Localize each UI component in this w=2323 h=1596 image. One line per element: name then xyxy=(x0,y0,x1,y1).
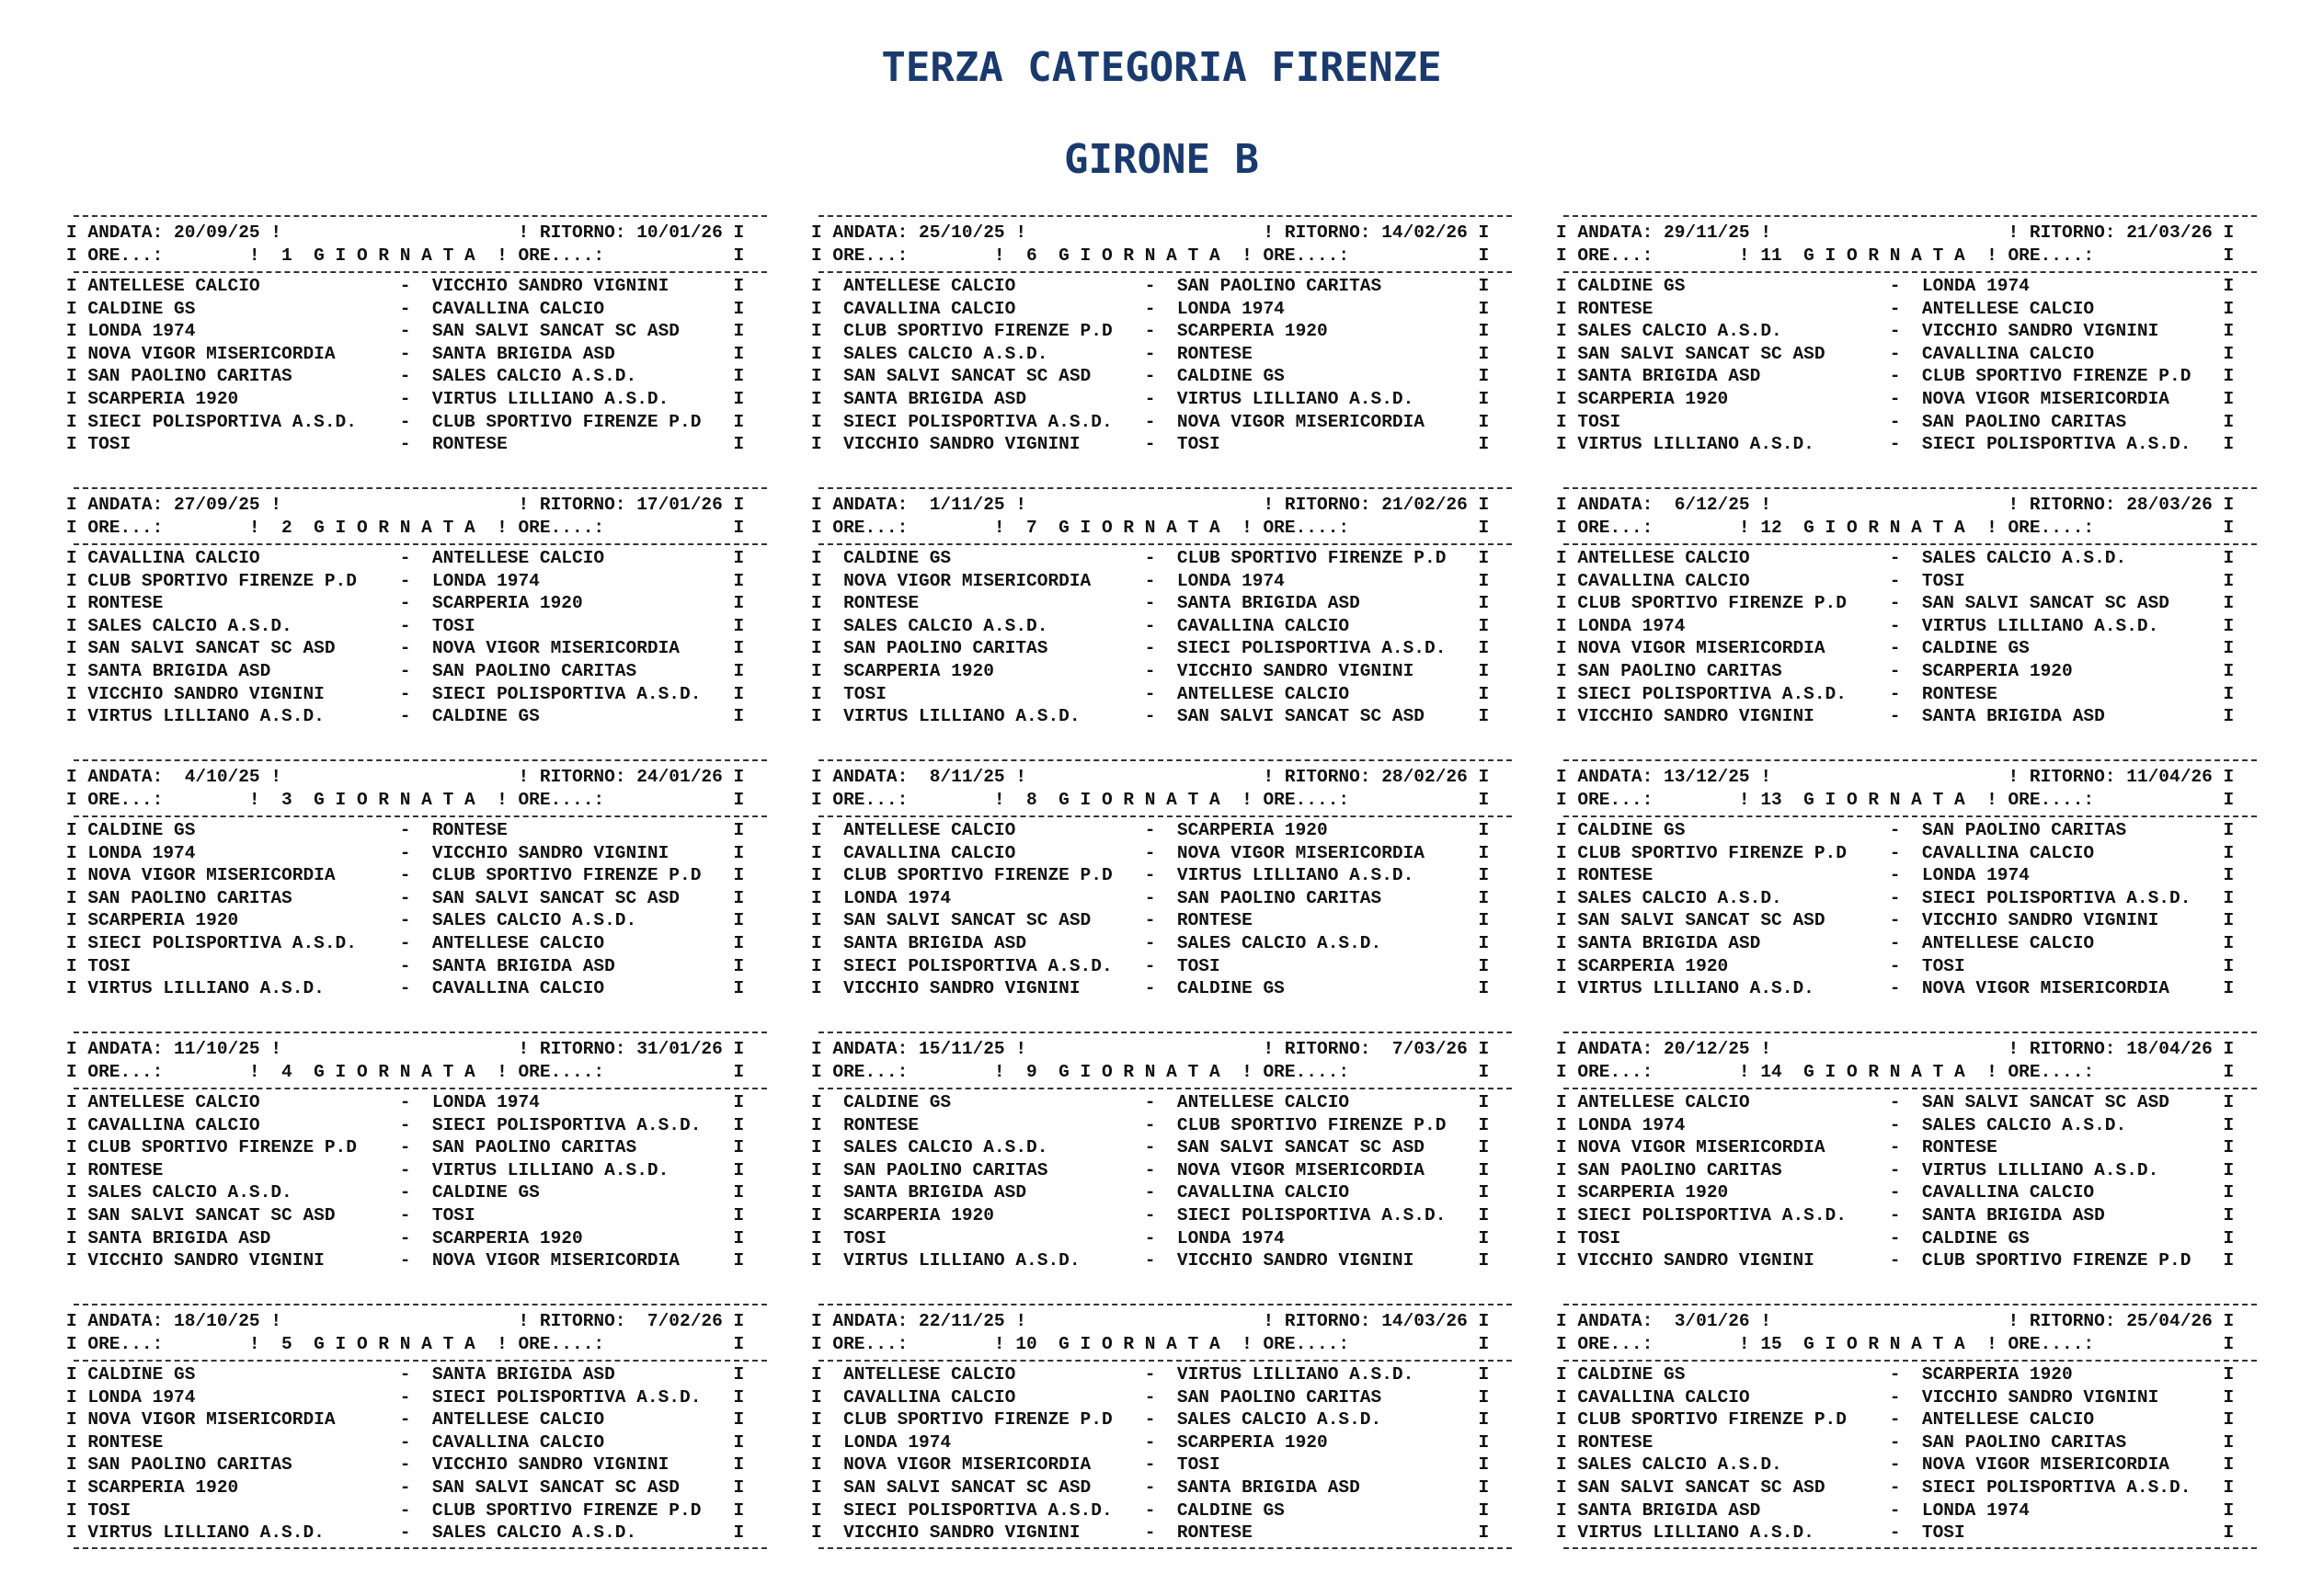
match-row: I SANTA BRIGIDA ASD - CLUB SPORTIVO FIRENZE P.D I xyxy=(1556,366,2235,387)
match-row: I ANTELLESE CALCIO - VICCHIO SANDRO VIGNINI I xyxy=(66,276,745,296)
match-row: I LONDA 1974 - SALES CALCIO A.S.D. I xyxy=(1556,1114,2235,1135)
match-row: I VIRTUS LILLIANO A.S.D. - NOVA VIGOR MISERICORDIA I xyxy=(1556,978,2235,999)
match-row: I SALES CALCIO A.S.D. - CALDINE GS I xyxy=(66,1182,745,1203)
match-row: I SAN SALVI SANCAT SC ASD - SANTA BRIGIDA ASD I xyxy=(811,1477,1490,1498)
match-row: I NOVA VIGOR MISERICORDIA - CALDINE GS I xyxy=(1556,638,2235,659)
match-row: I CAVALLINA CALCIO - SAN PAOLINO CARITAS I xyxy=(811,1386,1490,1408)
round-dates-line: I ANDATA: 8/11/25 ! ! RITORNO: 28/02/26 I xyxy=(811,767,1490,787)
match-row: I RONTESE - SAN PAOLINO CARITAS I xyxy=(1556,1431,2235,1453)
match-row: I RONTESE - SANTA BRIGIDA ASD I xyxy=(811,593,1490,614)
block-top-rule xyxy=(1563,487,2257,489)
round-dates-line: I ANDATA: 6/12/25 ! ! RITORNO: 28/03/26 I xyxy=(1556,495,2235,515)
match-row: I CAVALLINA CALCIO - SIECI POLISPORTIVA A.S.D. I xyxy=(66,1114,745,1135)
round-dates-line: I ANDATA: 4/10/25 ! ! RITORNO: 24/01/26 I xyxy=(66,767,745,787)
header-separator-rule xyxy=(74,271,767,273)
round-title-line: I ORE...: ! 3 G I O R N A T A ! ORE....: I xyxy=(66,789,745,810)
match-row: I NOVA VIGOR MISERICORDIA - ANTELLESE CALCIO I xyxy=(66,1409,745,1431)
match-row: I SCARPERIA 1920 - SALES CALCIO A.S.D. I xyxy=(66,910,745,931)
match-row: I SALES CALCIO A.S.D. - SAN SALVI SANCAT SC ASD I xyxy=(811,1137,1490,1158)
block-bottom-rule xyxy=(818,1547,1512,1549)
block-top-rule xyxy=(1563,1032,2257,1033)
block-top-rule xyxy=(818,487,1512,489)
match-row: I LONDA 1974 - VIRTUS LILLIANO A.S.D. I xyxy=(1556,615,2235,636)
match-row: I SANTA BRIGIDA ASD - SAN PAOLINO CARITAS I xyxy=(66,661,745,681)
match-row: I RONTESE - CAVALLINA CALCIO I xyxy=(66,1431,745,1453)
block-top-rule xyxy=(818,215,1512,217)
round-title-line: I ORE...: ! 10 G I O R N A T A ! ORE....: I xyxy=(811,1333,1490,1354)
match-row: I VIRTUS LILLIANO A.S.D. - SAN SALVI SANCAT SC ASD I xyxy=(811,706,1490,727)
match-row: I NOVA VIGOR MISERICORDIA - RONTESE I xyxy=(1556,1137,2235,1158)
match-row: I CLUB SPORTIVO FIRENZE P.D - SCARPERIA 1920 I xyxy=(811,321,1490,342)
match-row: I SANTA BRIGIDA ASD - ANTELLESE CALCIO I xyxy=(1556,933,2235,953)
match-row: I RONTESE - ANTELLESE CALCIO I xyxy=(1556,298,2235,319)
match-row: I TOSI - CALDINE GS I xyxy=(1556,1227,2235,1248)
match-row: I TOSI - ANTELLESE CALCIO I xyxy=(811,683,1490,704)
match-row: I LONDA 1974 - SCARPERIA 1920 I xyxy=(811,1431,1490,1453)
match-row: I CALDINE GS - CAVALLINA CALCIO I xyxy=(66,298,745,319)
match-row: I SCARPERIA 1920 - VICCHIO SANDRO VIGNINI I xyxy=(811,661,1490,681)
match-row: I SIECI POLISPORTIVA A.S.D. - CALDINE GS I xyxy=(811,1499,1490,1521)
match-row: I SANTA BRIGIDA ASD - SALES CALCIO A.S.D. I xyxy=(811,933,1490,953)
match-row: I ANTELLESE CALCIO - SALES CALCIO A.S.D. I xyxy=(1556,548,2235,568)
match-row: I SAN SALVI SANCAT SC ASD - CALDINE GS I xyxy=(811,366,1490,387)
match-row: I SALES CALCIO A.S.D. - SIECI POLISPORTIVA A.S.D. I xyxy=(1556,887,2235,908)
match-row: I SCARPERIA 1920 - NOVA VIGOR MISERICORDIA I xyxy=(1556,389,2235,409)
match-row: I CLUB SPORTIVO FIRENZE P.D - VIRTUS LILLIANO A.S.D. I xyxy=(811,865,1490,886)
match-row: I TOSI - RONTESE I xyxy=(66,434,745,455)
match-row: I TOSI - CLUB SPORTIVO FIRENZE P.D I xyxy=(66,1499,745,1521)
round-title-line: I ORE...: ! 15 G I O R N A T A ! ORE....: I xyxy=(1556,1333,2235,1354)
match-row: I CALDINE GS - SCARPERIA 1920 I xyxy=(1556,1364,2235,1385)
match-row: I SAN PAOLINO CARITAS - SALES CALCIO A.S.D. I xyxy=(66,366,745,387)
match-row: I LONDA 1974 - SIECI POLISPORTIVA A.S.D. I xyxy=(66,1386,745,1408)
page-subtitle: GIRONE B xyxy=(1064,136,1259,183)
match-row: I LONDA 1974 - SAN PAOLINO CARITAS I xyxy=(811,887,1490,908)
round-title-line: I ORE...: ! 13 G I O R N A T A ! ORE....: I xyxy=(1556,789,2235,810)
match-row: I VIRTUS LILLIANO A.S.D. - CAVALLINA CALCIO I xyxy=(66,978,745,999)
round-dates-line: I ANDATA: 20/09/25 ! ! RITORNO: 10/01/26 I xyxy=(66,222,745,243)
header-separator-rule xyxy=(1563,815,2257,817)
round-title-line: I ORE...: ! 9 G I O R N A T A ! ORE....: I xyxy=(811,1061,1490,1082)
match-row: I VICCHIO SANDRO VIGNINI - SIECI POLISPORTIVA A.S.D. I xyxy=(66,683,745,704)
match-row: I SIECI POLISPORTIVA A.S.D. - CLUB SPORTIVO FIRENZE P.D I xyxy=(66,411,745,432)
match-row: I TOSI - LONDA 1974 I xyxy=(811,1227,1490,1248)
match-row: I SAN SALVI SANCAT SC ASD - NOVA VIGOR MISERICORDIA I xyxy=(66,638,745,659)
match-row: I CLUB SPORTIVO FIRENZE P.D - ANTELLESE CALCIO I xyxy=(1556,1409,2235,1431)
round-dates-line: I ANDATA: 25/10/25 ! ! RITORNO: 14/02/26 I xyxy=(811,222,1490,243)
match-row: I SCARPERIA 1920 - CAVALLINA CALCIO I xyxy=(1556,1182,2235,1203)
header-separator-rule xyxy=(74,1088,767,1089)
match-row: I RONTESE - VIRTUS LILLIANO A.S.D. I xyxy=(66,1159,745,1180)
round-title-line: I ORE...: ! 7 G I O R N A T A ! ORE....: I xyxy=(811,517,1490,538)
match-row: I SAN PAOLINO CARITAS - NOVA VIGOR MISERICORDIA I xyxy=(811,1159,1490,1180)
match-row: I SIECI POLISPORTIVA A.S.D. - ANTELLESE CALCIO I xyxy=(66,933,745,953)
round-block xyxy=(1556,1300,2264,1572)
match-row: I ANTELLESE CALCIO - SAN SALVI SANCAT SC ASD I xyxy=(1556,1092,2235,1112)
round-dates-line: I ANDATA: 1/11/25 ! ! RITORNO: 21/02/26 I xyxy=(811,495,1490,515)
match-row: I VIRTUS LILLIANO A.S.D. - SALES CALCIO A.S.D. I xyxy=(66,1522,745,1544)
round-title-line: I ORE...: ! 1 G I O R N A T A ! ORE....: I xyxy=(66,245,745,266)
match-row: I CLUB SPORTIVO FIRENZE P.D - SALES CALCIO A.S.D. I xyxy=(811,1409,1490,1431)
match-row: I ANTELLESE CALCIO - LONDA 1974 I xyxy=(66,1092,745,1112)
round-title-line: I ORE...: ! 11 G I O R N A T A ! ORE....: I xyxy=(1556,245,2235,266)
round-dates-line: I ANDATA: 20/12/25 ! ! RITORNO: 18/04/26 I xyxy=(1556,1039,2235,1059)
match-row: I SAN PAOLINO CARITAS - SAN SALVI SANCAT SC ASD I xyxy=(66,887,745,908)
block-bottom-rule xyxy=(1563,1547,2257,1549)
header-separator-rule xyxy=(818,815,1512,817)
round-dates-line: I ANDATA: 15/11/25 ! ! RITORNO: 7/03/26 I xyxy=(811,1039,1490,1059)
match-row: I NOVA VIGOR MISERICORDIA - CLUB SPORTIVO FIRENZE P.D I xyxy=(66,865,745,886)
round-block xyxy=(66,211,774,484)
match-row: I CAVALLINA CALCIO - NOVA VIGOR MISERICORDIA I xyxy=(811,842,1490,863)
match-row: I SALES CALCIO A.S.D. - VICCHIO SANDRO VIGNINI I xyxy=(1556,321,2235,342)
round-block xyxy=(66,1300,774,1572)
block-top-rule xyxy=(818,1032,1512,1033)
round-block xyxy=(1556,1028,2264,1300)
round-title-line: I ORE...: ! 6 G I O R N A T A ! ORE....: I xyxy=(811,245,1490,266)
round-dates-line: I ANDATA: 29/11/25 ! ! RITORNO: 21/03/26 I xyxy=(1556,222,2235,243)
header-separator-rule xyxy=(1563,1088,2257,1089)
match-row: I SIECI POLISPORTIVA A.S.D. - TOSI I xyxy=(811,955,1490,976)
match-row: I CAVALLINA CALCIO - LONDA 1974 I xyxy=(811,298,1490,319)
block-top-rule xyxy=(74,487,767,489)
match-row: I CALDINE GS - CLUB SPORTIVO FIRENZE P.D I xyxy=(811,548,1490,568)
schedule-column-1 xyxy=(66,211,774,1590)
match-row: I VIRTUS LILLIANO A.S.D. - SIECI POLISPORTIVA A.S.D. I xyxy=(1556,434,2235,455)
round-title-line: I ORE...: ! 5 G I O R N A T A ! ORE....: I xyxy=(66,1333,745,1354)
round-title-line: I ORE...: ! 4 G I O R N A T A ! ORE....: I xyxy=(66,1061,745,1082)
match-row: I SAN PAOLINO CARITAS - SCARPERIA 1920 I xyxy=(1556,661,2235,681)
match-row: I RONTESE - CLUB SPORTIVO FIRENZE P.D I xyxy=(811,1114,1490,1135)
match-row: I SAN SALVI SANCAT SC ASD - RONTESE I xyxy=(811,910,1490,931)
match-row: I ANTELLESE CALCIO - SCARPERIA 1920 I xyxy=(811,820,1490,840)
match-row: I VICCHIO SANDRO VIGNINI - CLUB SPORTIVO FIRENZE P.D I xyxy=(1556,1250,2235,1271)
round-dates-line: I ANDATA: 13/12/25 ! ! RITORNO: 11/04/26 I xyxy=(1556,767,2235,787)
page-title: TERZA CATEGORIA FIRENZE xyxy=(881,44,1442,91)
match-row: I CLUB SPORTIVO FIRENZE P.D - SAN SALVI SANCAT SC ASD I xyxy=(1556,593,2235,614)
match-row: I SCARPERIA 1920 - SIECI POLISPORTIVA A.S.D. I xyxy=(811,1205,1490,1226)
match-row: I CALDINE GS - LONDA 1974 I xyxy=(1556,276,2235,296)
header-separator-rule xyxy=(1563,271,2257,273)
match-row: I RONTESE - SCARPERIA 1920 I xyxy=(66,593,745,614)
match-row: I RONTESE - LONDA 1974 I xyxy=(1556,865,2235,886)
round-block xyxy=(1556,211,2264,484)
round-block xyxy=(1556,756,2264,1028)
header-separator-rule xyxy=(1563,1360,2257,1362)
round-block xyxy=(811,1300,1519,1572)
header-separator-rule xyxy=(74,1360,767,1362)
round-title-line: I ORE...: ! 2 G I O R N A T A ! ORE....: I xyxy=(66,517,745,538)
match-row: I LONDA 1974 - SAN SALVI SANCAT SC ASD I xyxy=(66,321,745,342)
match-row: I CALDINE GS - ANTELLESE CALCIO I xyxy=(811,1092,1490,1112)
header-separator-rule xyxy=(74,815,767,817)
block-top-rule xyxy=(818,759,1512,761)
match-row: I SCARPERIA 1920 - VIRTUS LILLIANO A.S.D. I xyxy=(66,389,745,409)
match-row: I CLUB SPORTIVO FIRENZE P.D - CAVALLINA CALCIO I xyxy=(1556,842,2235,863)
match-row: I CLUB SPORTIVO FIRENZE P.D - SAN PAOLINO CARITAS I xyxy=(66,1137,745,1158)
match-row: I SALES CALCIO A.S.D. - CAVALLINA CALCIO I xyxy=(811,615,1490,636)
match-row: I VIRTUS LILLIANO A.S.D. - CALDINE GS I xyxy=(66,706,745,727)
round-block xyxy=(811,211,1519,484)
block-top-rule xyxy=(1563,1304,2257,1305)
match-row: I SANTA BRIGIDA ASD - CAVALLINA CALCIO I xyxy=(811,1182,1490,1203)
match-row: I SIECI POLISPORTIVA A.S.D. - NOVA VIGOR MISERICORDIA I xyxy=(811,411,1490,432)
block-top-rule xyxy=(1563,759,2257,761)
match-row: I TOSI - SANTA BRIGIDA ASD I xyxy=(66,955,745,976)
match-row: I ANTELLESE CALCIO - SAN PAOLINO CARITAS I xyxy=(811,276,1490,296)
block-bottom-rule xyxy=(74,1547,767,1549)
match-row: I SAN PAOLINO CARITAS - SIECI POLISPORTIVA A.S.D. I xyxy=(811,638,1490,659)
round-title-line: I ORE...: ! 8 G I O R N A T A ! ORE....: I xyxy=(811,789,1490,810)
round-block xyxy=(1556,484,2264,756)
match-row: I VICCHIO SANDRO VIGNINI - CALDINE GS I xyxy=(811,978,1490,999)
match-row: I CALDINE GS - SANTA BRIGIDA ASD I xyxy=(66,1364,745,1385)
match-row: I CAVALLINA CALCIO - ANTELLESE CALCIO I xyxy=(66,548,745,568)
match-row: I ANTELLESE CALCIO - VIRTUS LILLIANO A.S.D. I xyxy=(811,1364,1490,1385)
round-title-line: I ORE...: ! 12 G I O R N A T A ! ORE....: I xyxy=(1556,517,2235,538)
match-row: I SAN PAOLINO CARITAS - VIRTUS LILLIANO A.S.D. I xyxy=(1556,1159,2235,1180)
match-row: I VICCHIO SANDRO VIGNINI - RONTESE I xyxy=(811,1522,1490,1544)
match-row: I SALES CALCIO A.S.D. - NOVA VIGOR MISERICORDIA I xyxy=(1556,1454,2235,1476)
match-row: I SCARPERIA 1920 - SAN SALVI SANCAT SC ASD I xyxy=(66,1477,745,1498)
match-row: I SANTA BRIGIDA ASD - VIRTUS LILLIANO A.S.D. I xyxy=(811,389,1490,409)
match-row: I CLUB SPORTIVO FIRENZE P.D - LONDA 1974 I xyxy=(66,570,745,591)
round-dates-line: I ANDATA: 3/01/26 ! ! RITORNO: 25/04/26 I xyxy=(1556,1311,2235,1331)
block-top-rule xyxy=(1563,215,2257,217)
match-row: I SALES CALCIO A.S.D. - RONTESE I xyxy=(811,343,1490,364)
block-top-rule xyxy=(74,1032,767,1033)
match-row: I SAN SALVI SANCAT SC ASD - SIECI POLISPORTIVA A.S.D. I xyxy=(1556,1477,2235,1498)
header-separator-rule xyxy=(818,543,1512,545)
header-separator-rule xyxy=(74,543,767,545)
round-block xyxy=(811,1028,1519,1300)
match-row: I SALES CALCIO A.S.D. - TOSI I xyxy=(66,615,745,636)
match-row: I SIECI POLISPORTIVA A.S.D. - SANTA BRIGIDA ASD I xyxy=(1556,1205,2235,1226)
match-row: I VICCHIO SANDRO VIGNINI - TOSI I xyxy=(811,434,1490,455)
header-separator-rule xyxy=(818,271,1512,273)
round-dates-line: I ANDATA: 22/11/25 ! ! RITORNO: 14/03/26 I xyxy=(811,1311,1490,1331)
match-row: I SCARPERIA 1920 - TOSI I xyxy=(1556,955,2235,976)
schedule-column-3 xyxy=(1556,211,2264,1590)
round-block xyxy=(66,756,774,1028)
match-row: I TOSI - SAN PAOLINO CARITAS I xyxy=(1556,411,2235,432)
match-row: I LONDA 1974 - VICCHIO SANDRO VIGNINI I xyxy=(66,842,745,863)
match-row: I CALDINE GS - SAN PAOLINO CARITAS I xyxy=(1556,820,2235,840)
match-row: I SAN SALVI SANCAT SC ASD - CAVALLINA CALCIO I xyxy=(1556,343,2235,364)
match-row: I VIRTUS LILLIANO A.S.D. - VICCHIO SANDRO VIGNINI I xyxy=(811,1250,1490,1271)
match-row: I VICCHIO SANDRO VIGNINI - NOVA VIGOR MISERICORDIA I xyxy=(66,1250,745,1271)
match-row: I NOVA VIGOR MISERICORDIA - TOSI I xyxy=(811,1454,1490,1476)
round-block xyxy=(811,484,1519,756)
match-row: I VIRTUS LILLIANO A.S.D. - TOSI I xyxy=(1556,1522,2235,1544)
block-top-rule xyxy=(74,215,767,217)
schedule-column-2 xyxy=(811,211,1519,1590)
header-separator-rule xyxy=(818,1360,1512,1362)
match-row: I VICCHIO SANDRO VIGNINI - SANTA BRIGIDA ASD I xyxy=(1556,706,2235,727)
round-dates-line: I ANDATA: 18/10/25 ! ! RITORNO: 7/02/26 I xyxy=(66,1311,745,1331)
match-row: I CALDINE GS - RONTESE I xyxy=(66,820,745,840)
block-top-rule xyxy=(74,759,767,761)
header-separator-rule xyxy=(1563,543,2257,545)
match-row: I CAVALLINA CALCIO - VICCHIO SANDRO VIGNINI I xyxy=(1556,1386,2235,1408)
round-block xyxy=(66,1028,774,1300)
round-block xyxy=(811,756,1519,1028)
round-dates-line: I ANDATA: 11/10/25 ! ! RITORNO: 31/01/26 I xyxy=(66,1039,745,1059)
round-block xyxy=(66,484,774,756)
match-row: I SAN PAOLINO CARITAS - VICCHIO SANDRO VIGNINI I xyxy=(66,1454,745,1476)
match-row: I CAVALLINA CALCIO - TOSI I xyxy=(1556,570,2235,591)
match-row: I SAN SALVI SANCAT SC ASD - TOSI I xyxy=(66,1205,745,1226)
match-row: I SANTA BRIGIDA ASD - LONDA 1974 I xyxy=(1556,1499,2235,1521)
round-dates-line: I ANDATA: 27/09/25 ! ! RITORNO: 17/01/26 I xyxy=(66,495,745,515)
match-row: I NOVA VIGOR MISERICORDIA - LONDA 1974 I xyxy=(811,570,1490,591)
match-row: I SANTA BRIGIDA ASD - SCARPERIA 1920 I xyxy=(66,1227,745,1248)
block-top-rule xyxy=(818,1304,1512,1305)
round-title-line: I ORE...: ! 14 G I O R N A T A ! ORE....: I xyxy=(1556,1061,2235,1082)
block-top-rule xyxy=(74,1304,767,1305)
match-row: I SIECI POLISPORTIVA A.S.D. - RONTESE I xyxy=(1556,683,2235,704)
match-row: I NOVA VIGOR MISERICORDIA - SANTA BRIGIDA ASD I xyxy=(66,343,745,364)
header-separator-rule xyxy=(818,1088,1512,1089)
match-row: I SAN SALVI SANCAT SC ASD - VICCHIO SANDRO VIGNINI I xyxy=(1556,910,2235,931)
